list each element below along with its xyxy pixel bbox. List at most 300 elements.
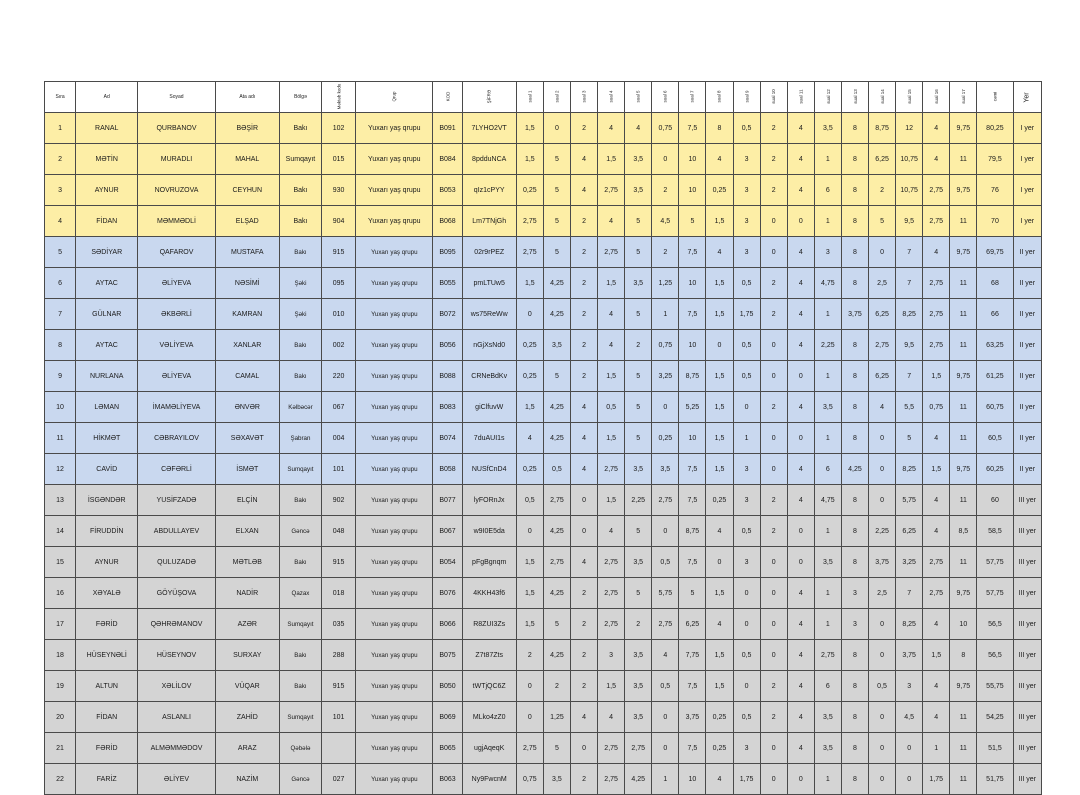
- table-cell: 1: [814, 578, 841, 609]
- table-cell: 7,5: [679, 485, 706, 516]
- table-cell: Gəncə: [279, 764, 321, 795]
- table-cell: Gəncə: [279, 516, 321, 547]
- table-cell: 5: [869, 206, 896, 237]
- table-cell: 8: [706, 113, 733, 144]
- column-header-label: KOD: [445, 91, 451, 102]
- table-cell: Bakı: [279, 485, 321, 516]
- table-cell: 3,5: [814, 702, 841, 733]
- table-cell: 0: [706, 547, 733, 578]
- table-cell: 5: [45, 237, 76, 268]
- column-header: [652, 82, 679, 113]
- column-header: [462, 82, 516, 113]
- column-header: [215, 82, 279, 113]
- table-row: [45, 702, 1042, 733]
- table-cell: 2,75: [516, 206, 543, 237]
- table-row: [45, 423, 1042, 454]
- table-cell: MƏTLƏB: [215, 547, 279, 578]
- table-cell: Yuxarı yaş qrupu: [356, 702, 433, 733]
- column-header: [543, 82, 570, 113]
- table-cell: 2: [760, 702, 787, 733]
- table-cell: Ny9FwcnM: [462, 764, 516, 795]
- table-cell: 11: [950, 330, 977, 361]
- table-cell: 0: [570, 733, 597, 764]
- table-cell: 7,5: [679, 671, 706, 702]
- table-cell: 8: [950, 640, 977, 671]
- table-cell: 1,75: [923, 764, 950, 795]
- table-cell: 1,75: [733, 299, 760, 330]
- table-cell: 60,75: [977, 392, 1013, 423]
- table-cell: 1,5: [706, 671, 733, 702]
- table-cell: 57,75: [977, 578, 1013, 609]
- table-cell: 76: [977, 175, 1013, 206]
- column-header: [625, 82, 652, 113]
- table-cell: 10: [950, 609, 977, 640]
- table-cell: 4: [787, 330, 814, 361]
- table-cell: 8,75: [679, 361, 706, 392]
- table-cell: 1,75: [733, 764, 760, 795]
- table-cell: 70: [977, 206, 1013, 237]
- table-cell: 68: [977, 268, 1013, 299]
- table-cell: 3: [45, 175, 76, 206]
- table-cell: 8: [841, 516, 868, 547]
- table-cell: CAMAL: [215, 361, 279, 392]
- table-cell: 2,25: [869, 516, 896, 547]
- column-header: [1013, 82, 1041, 113]
- table-cell: 0,25: [516, 330, 543, 361]
- table-cell: 0: [760, 361, 787, 392]
- table-cell: 1,5: [706, 454, 733, 485]
- table-cell: FİDAN: [76, 702, 138, 733]
- table-cell: SURXAY: [215, 640, 279, 671]
- column-header-label: cəmi: [992, 91, 998, 102]
- table-cell: 10: [679, 330, 706, 361]
- table-cell: 0: [760, 578, 787, 609]
- column-header: [322, 82, 356, 113]
- table-cell: Yuxarı yaş qrupu: [356, 361, 433, 392]
- table-cell: 7,5: [679, 299, 706, 330]
- table-cell: 0,75: [516, 764, 543, 795]
- table-cell: 3: [814, 237, 841, 268]
- table-cell: 0: [869, 640, 896, 671]
- table-cell: 1: [814, 609, 841, 640]
- table-cell: Bakı: [279, 547, 321, 578]
- table-cell: 4: [923, 113, 950, 144]
- table-cell: ELÇİN: [215, 485, 279, 516]
- table-cell: III yer: [1013, 609, 1041, 640]
- table-cell: Bakı: [279, 640, 321, 671]
- table-cell: İMAMƏLİYEVA: [138, 392, 215, 423]
- table-cell: pmLTUw5: [462, 268, 516, 299]
- table-cell: 3: [896, 671, 923, 702]
- table-cell: 8: [841, 485, 868, 516]
- table-cell: 101: [322, 454, 356, 485]
- table-cell: KAMRAN: [215, 299, 279, 330]
- table-cell: CƏBRAYILOV: [138, 423, 215, 454]
- table-cell: XANLAR: [215, 330, 279, 361]
- column-header: [733, 82, 760, 113]
- table-cell: 1,25: [652, 268, 679, 299]
- table-cell: II yer: [1013, 454, 1041, 485]
- table-cell: w9I0E5da: [462, 516, 516, 547]
- table-cell: qIz1cPYY: [462, 175, 516, 206]
- table-cell: 9,5: [896, 206, 923, 237]
- table-cell: 1,25: [543, 702, 570, 733]
- column-header: [356, 82, 433, 113]
- table-cell: B050: [433, 671, 462, 702]
- table-cell: 0: [787, 361, 814, 392]
- table-cell: 8,25: [896, 609, 923, 640]
- table-cell: 15: [45, 547, 76, 578]
- table-cell: 2,75: [923, 547, 950, 578]
- table-cell: Sumqayıt: [279, 454, 321, 485]
- table-cell: 2: [570, 268, 597, 299]
- table-cell: 1,5: [706, 423, 733, 454]
- table-cell: 3,75: [896, 640, 923, 671]
- table-cell: B088: [433, 361, 462, 392]
- table-cell: 2: [570, 299, 597, 330]
- table-cell: Yuxarı yaş qrupu: [356, 764, 433, 795]
- table-cell: 4: [598, 206, 625, 237]
- table-cell: Yuxarı yaş qrupu: [356, 578, 433, 609]
- table-cell: 4: [706, 516, 733, 547]
- table-cell: 8: [841, 671, 868, 702]
- table-cell: AYTAC: [76, 268, 138, 299]
- table-cell: 2,5: [869, 578, 896, 609]
- table-cell: 8: [841, 237, 868, 268]
- table-cell: 7LYHO2VT: [462, 113, 516, 144]
- table-cell: 2,75: [814, 640, 841, 671]
- table-cell: 2,75: [516, 237, 543, 268]
- table-cell: II yer: [1013, 237, 1041, 268]
- table-cell: 1,5: [516, 578, 543, 609]
- table-cell: 1,5: [706, 392, 733, 423]
- table-cell: FƏRİD: [76, 733, 138, 764]
- table-cell: FARİZ: [76, 764, 138, 795]
- table-cell: GÜLNAR: [76, 299, 138, 330]
- table-cell: 0: [733, 671, 760, 702]
- table-cell: 2: [570, 113, 597, 144]
- table-cell: NOVRUZOVA: [138, 175, 215, 206]
- table-cell: 2,75: [598, 764, 625, 795]
- table-cell: B075: [433, 640, 462, 671]
- table-cell: 8: [841, 175, 868, 206]
- column-header-label: Ata adı: [239, 94, 256, 100]
- table-cell: 5: [679, 206, 706, 237]
- table-cell: 0: [706, 330, 733, 361]
- table-cell: III yer: [1013, 764, 1041, 795]
- table-cell: 5: [543, 144, 570, 175]
- table-row: [45, 206, 1042, 237]
- table-cell: 80,25: [977, 113, 1013, 144]
- table-cell: II yer: [1013, 268, 1041, 299]
- table-cell: 2,25: [814, 330, 841, 361]
- table-cell: 4,25: [543, 578, 570, 609]
- table-cell: 1,5: [516, 547, 543, 578]
- table-cell: CƏFƏRLİ: [138, 454, 215, 485]
- table-cell: 2: [570, 609, 597, 640]
- table-cell: ƏNVƏR: [215, 392, 279, 423]
- table-cell: Yuxarı yaş qrupu: [356, 516, 433, 547]
- table-cell: 4: [923, 237, 950, 268]
- table-cell: 4,25: [543, 299, 570, 330]
- column-header-label: sual 15: [906, 89, 912, 104]
- table-cell: 4: [923, 423, 950, 454]
- table-cell: 7,5: [679, 454, 706, 485]
- table-cell: 7,75: [679, 640, 706, 671]
- table-cell: 0: [787, 547, 814, 578]
- column-header: [138, 82, 215, 113]
- table-cell: 51,5: [977, 733, 1013, 764]
- table-cell: Qəbələ: [279, 733, 321, 764]
- table-cell: 5: [543, 206, 570, 237]
- table-cell: 11: [950, 299, 977, 330]
- column-header: [977, 82, 1013, 113]
- table-cell: 66: [977, 299, 1013, 330]
- table-row: [45, 144, 1042, 175]
- table-cell: 7,5: [679, 113, 706, 144]
- table-cell: III yer: [1013, 516, 1041, 547]
- table-cell: FƏRİD: [76, 609, 138, 640]
- table-cell: 8,75: [869, 113, 896, 144]
- table-cell: 02r9rPEZ: [462, 237, 516, 268]
- column-header-label: sual 5: [635, 90, 641, 103]
- table-cell: 2,75: [923, 299, 950, 330]
- table-cell: 1: [814, 764, 841, 795]
- table-cell: 1: [814, 206, 841, 237]
- table-cell: ugjAqeqK: [462, 733, 516, 764]
- column-header: [679, 82, 706, 113]
- table-cell: 2: [760, 485, 787, 516]
- table-cell: 0: [652, 144, 679, 175]
- table-cell: 2,5: [869, 268, 896, 299]
- table-cell: 2,75: [598, 237, 625, 268]
- table-cell: 0: [869, 764, 896, 795]
- column-header-label: Məktəb kodu: [336, 83, 342, 110]
- table-cell: VÜQAR: [215, 671, 279, 702]
- table-cell: 8,25: [896, 299, 923, 330]
- table-cell: 9,75: [950, 578, 977, 609]
- table-cell: 0: [760, 237, 787, 268]
- table-row: [45, 733, 1042, 764]
- table-cell: II yer: [1013, 361, 1041, 392]
- table-cell: 3,5: [543, 764, 570, 795]
- column-header: [516, 82, 543, 113]
- table-cell: 0: [516, 671, 543, 702]
- table-cell: 3: [733, 175, 760, 206]
- table-cell: Yuxarı yaş qrupu: [356, 175, 433, 206]
- table-cell: 0,5: [652, 547, 679, 578]
- table-cell: 3,75: [679, 702, 706, 733]
- table-cell: 915: [322, 237, 356, 268]
- table-cell: 1,5: [923, 640, 950, 671]
- table-cell: 6: [814, 454, 841, 485]
- table-cell: 0: [869, 423, 896, 454]
- table-cell: 0: [733, 392, 760, 423]
- table-cell: 2: [869, 175, 896, 206]
- column-header: [598, 82, 625, 113]
- table-cell: Yuxarı yaş qrupu: [356, 547, 433, 578]
- table-cell: B055: [433, 268, 462, 299]
- table-cell: QAFAROV: [138, 237, 215, 268]
- table-cell: 1,5: [598, 485, 625, 516]
- table-cell: 7,5: [679, 733, 706, 764]
- table-cell: 4: [570, 423, 597, 454]
- table-cell: III yer: [1013, 671, 1041, 702]
- table-cell: 18: [45, 640, 76, 671]
- table-cell: Yuxarı yaş qrupu: [356, 423, 433, 454]
- table-cell: 0: [869, 237, 896, 268]
- table-cell: 5,75: [652, 578, 679, 609]
- table-cell: 5: [679, 578, 706, 609]
- table-cell: 4,25: [543, 423, 570, 454]
- table-cell: 8: [841, 547, 868, 578]
- table-cell: 4,75: [814, 485, 841, 516]
- table-cell: 0,5: [598, 392, 625, 423]
- table-cell: 0: [896, 733, 923, 764]
- column-header-label: sual 9: [744, 90, 750, 103]
- table-cell: Bakı: [279, 206, 321, 237]
- table-cell: YUSİFZADƏ: [138, 485, 215, 516]
- table-cell: 4: [787, 640, 814, 671]
- table-cell: 4: [787, 237, 814, 268]
- table-cell: 7: [896, 361, 923, 392]
- table-cell: NADİR: [215, 578, 279, 609]
- table-cell: Bakı: [279, 671, 321, 702]
- table-cell: CAVİD: [76, 454, 138, 485]
- table-cell: 010: [322, 299, 356, 330]
- table-cell: ƏLİYEVA: [138, 361, 215, 392]
- table-cell: 0,5: [733, 702, 760, 733]
- table-cell: 10: [679, 423, 706, 454]
- table-cell: QƏHRƏMANOV: [138, 609, 215, 640]
- table-cell: 4: [787, 299, 814, 330]
- table-cell: 11: [950, 547, 977, 578]
- table-cell: 12: [45, 454, 76, 485]
- table-cell: 6,25: [869, 144, 896, 175]
- table-row: [45, 454, 1042, 485]
- table-cell: ELXAN: [215, 516, 279, 547]
- table-cell: 0: [652, 516, 679, 547]
- column-header-label: Bölgə: [294, 94, 307, 100]
- table-cell: FİRUDDİN: [76, 516, 138, 547]
- table-cell: 1: [814, 423, 841, 454]
- table-cell: B077: [433, 485, 462, 516]
- table-cell: 3,5: [625, 454, 652, 485]
- table-cell: 5: [625, 516, 652, 547]
- header-row: [45, 82, 1042, 113]
- table-cell: 0,5: [652, 671, 679, 702]
- table-cell: ƏLİYEV: [138, 764, 215, 795]
- column-header-label: sual 2: [554, 90, 560, 103]
- table-row: [45, 237, 1042, 268]
- table-cell: 5: [625, 361, 652, 392]
- table-cell: FİDAN: [76, 206, 138, 237]
- column-header: [45, 82, 76, 113]
- table-cell: 095: [322, 268, 356, 299]
- table-cell: 0: [869, 454, 896, 485]
- table-cell: 0,5: [516, 485, 543, 516]
- table-cell: 2: [516, 640, 543, 671]
- table-cell: II yer: [1013, 330, 1041, 361]
- table-cell: 0,5: [733, 361, 760, 392]
- table-cell: 2: [625, 330, 652, 361]
- table-cell: 2: [570, 206, 597, 237]
- table-cell: 035: [322, 609, 356, 640]
- table-cell: 1,5: [516, 113, 543, 144]
- table-cell: 8: [841, 206, 868, 237]
- table-cell: 0: [516, 702, 543, 733]
- table-cell: 1,5: [706, 361, 733, 392]
- table-cell: Qazax: [279, 578, 321, 609]
- table-cell: AYTAC: [76, 330, 138, 361]
- table-cell: I yer: [1013, 144, 1041, 175]
- table-cell: NƏSİMİ: [215, 268, 279, 299]
- column-header-label: Sıra: [55, 94, 65, 100]
- table-cell: 5,5: [896, 392, 923, 423]
- table-cell: 2: [760, 113, 787, 144]
- table-cell: 004: [322, 423, 356, 454]
- table-cell: 101: [322, 702, 356, 733]
- table-cell: 5,25: [679, 392, 706, 423]
- table-cell: 4: [706, 764, 733, 795]
- table-cell: 018: [322, 578, 356, 609]
- table-row: [45, 299, 1042, 330]
- table-cell: 9,75: [950, 454, 977, 485]
- table-cell: 0,5: [543, 454, 570, 485]
- table-cell: 8: [841, 764, 868, 795]
- table-cell: 2: [760, 175, 787, 206]
- table-row: [45, 516, 1042, 547]
- table-cell: II yer: [1013, 392, 1041, 423]
- table-cell: 10: [679, 175, 706, 206]
- column-header-label: sual 13: [852, 89, 858, 104]
- table-cell: 0: [760, 640, 787, 671]
- table-cell: 2: [760, 392, 787, 423]
- table-cell: 3: [733, 237, 760, 268]
- table-cell: ws75ReWw: [462, 299, 516, 330]
- table-cell: 8: [841, 733, 868, 764]
- table-cell: 60,5: [977, 423, 1013, 454]
- table-cell: 0,75: [652, 330, 679, 361]
- table-cell: Bakı: [279, 175, 321, 206]
- table-cell: 6,25: [869, 361, 896, 392]
- table-cell: B067: [433, 516, 462, 547]
- table-cell: İSGƏNDƏR: [76, 485, 138, 516]
- table-cell: 7: [896, 578, 923, 609]
- table-cell: 0,25: [652, 423, 679, 454]
- table-cell: 3,75: [841, 299, 868, 330]
- table-cell: ZAHİD: [215, 702, 279, 733]
- table-cell: 14: [45, 516, 76, 547]
- table-cell: 19: [45, 671, 76, 702]
- column-header-label: sual 11: [798, 89, 804, 104]
- table-cell: 1: [652, 299, 679, 330]
- table-cell: 3: [733, 454, 760, 485]
- table-cell: 4: [706, 144, 733, 175]
- table-cell: HİKMƏT: [76, 423, 138, 454]
- table-cell: 3,5: [625, 547, 652, 578]
- table-cell: 0: [869, 609, 896, 640]
- table-cell: 2: [760, 671, 787, 702]
- table-cell: tWTjQC6Z: [462, 671, 516, 702]
- table-cell: 5: [543, 237, 570, 268]
- table-cell: 220: [322, 361, 356, 392]
- table-cell: B095: [433, 237, 462, 268]
- column-header-label: sual 4: [608, 90, 614, 103]
- table-cell: 79,5: [977, 144, 1013, 175]
- table-cell: B074: [433, 423, 462, 454]
- table-cell: 10: [679, 764, 706, 795]
